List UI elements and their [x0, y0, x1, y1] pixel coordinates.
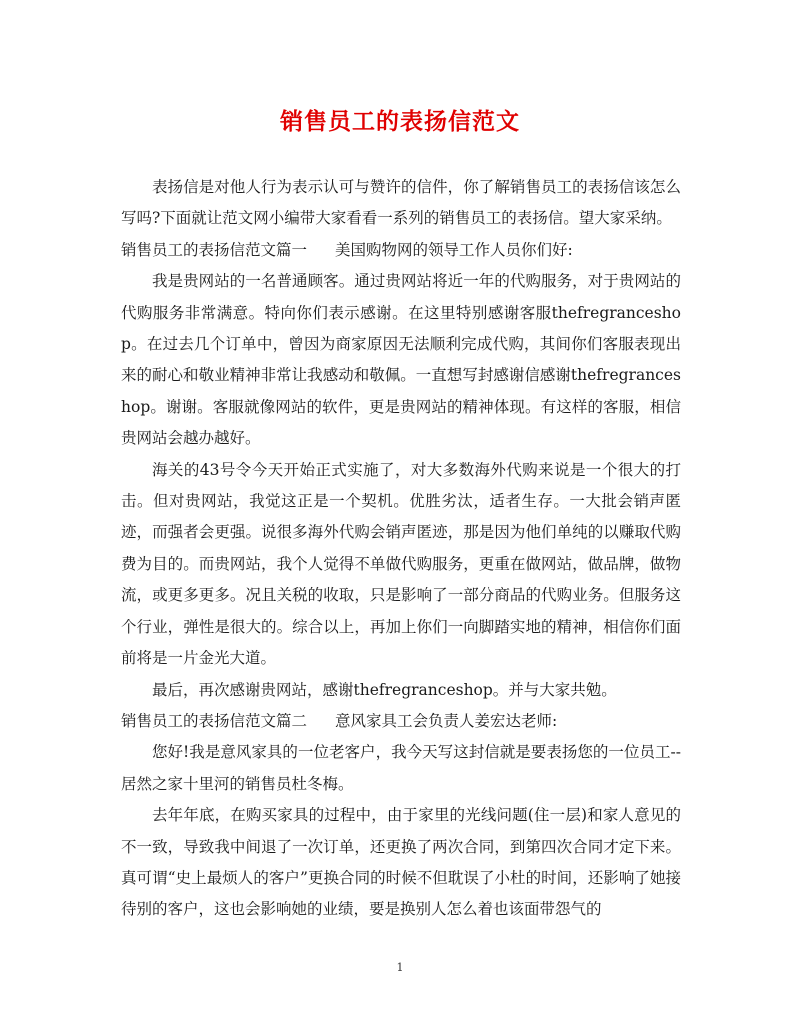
section-1-paragraph-2: 海关的43号令今天开始正式实施了，对大多数海外代购来说是一个很大的打击。但对贵网站，我觉这正是一个契机。优胜劣汰，适者生存。一大批会销声匿迹，而强者会更强。说很多海外代购会销声匿迹，那是因为他们单纯的以赚取代购费为目的。而贵网站，我个人觉得不单做代购服务，更重在做网站，做品牌，做物流，或更多更多。况且关税的收取，只是影响了一部分商品的代购业务。但服务这个行业，弹性是很大的。综合以上，再加上你们一向脚踏实地的精神，相信你们面前将是一片金光大道。	[121, 460, 681, 668]
section-2-paragraph-1: 您好!我是意风家具的一位老客户，我今天写这封信就是要表扬您的一位员工--居然之家十里河的销售员杜冬梅。	[121, 743, 681, 793]
section-1-heading: 销售员工的表扬信范文篇一	[121, 240, 308, 259]
document-body	[121, 172, 681, 926]
section-1-paragraph-1: 我是贵网站的一名普通顾客。通过贵网站将近一年的代购服务，对于贵网站的代购服务非常满意。特向你们表示感谢。在这里特别感谢客服thefregranceshop。在过去几个订单中，曾因为商家原因无法顺利完成代购，其间你们客服表现出来的耐心和敬业精神非常让我感动和敬佩。一直想写封感谢信感谢thefregranceshop。谢谢。客服就像网站的软件，更是贵网站的精神体现。有这样的客服，相信贵网站会越办越好。	[121, 272, 681, 448]
section-1-heading-line	[121, 235, 681, 266]
section-2-paragraph-2: 去年年底，在购买家具的过程中，由于家里的光线问题(住一层)和家人意见的不一致，导致我中间退了一次订单，还更换了两次合同，到第四次合同才定下来。真可谓“史上最烦人的客户”更换合同的时候不但耽误了小杜的时间，还影响了她接待别的客户，这也会影响她的业绩，要是换别人怎么着也该面带怨气的	[121, 806, 681, 919]
document-title: 销售员工的表扬信范文	[280, 108, 520, 135]
section-2-salutation: 意风家具工会负责人姜宏达老师:	[335, 711, 558, 730]
page-number: 1	[396, 961, 404, 974]
section-2-heading: 销售员工的表扬信范文篇二	[121, 711, 308, 730]
section-1-salutation: 美国购物网的领导工作人员你们好:	[335, 240, 573, 259]
section-1-paragraph-3: 最后，再次感谢贵网站，感谢thefregranceshop。并与大家共勉。	[152, 680, 617, 699]
section-2-heading-line	[121, 706, 681, 737]
intro-paragraph: 表扬信是对他人行为表示认可与赞许的信件，你了解销售员工的表扬信该怎么写吗?下面就让范文网小编带大家看看一系列的销售员工的表扬信。望大家采纳。	[121, 178, 681, 228]
